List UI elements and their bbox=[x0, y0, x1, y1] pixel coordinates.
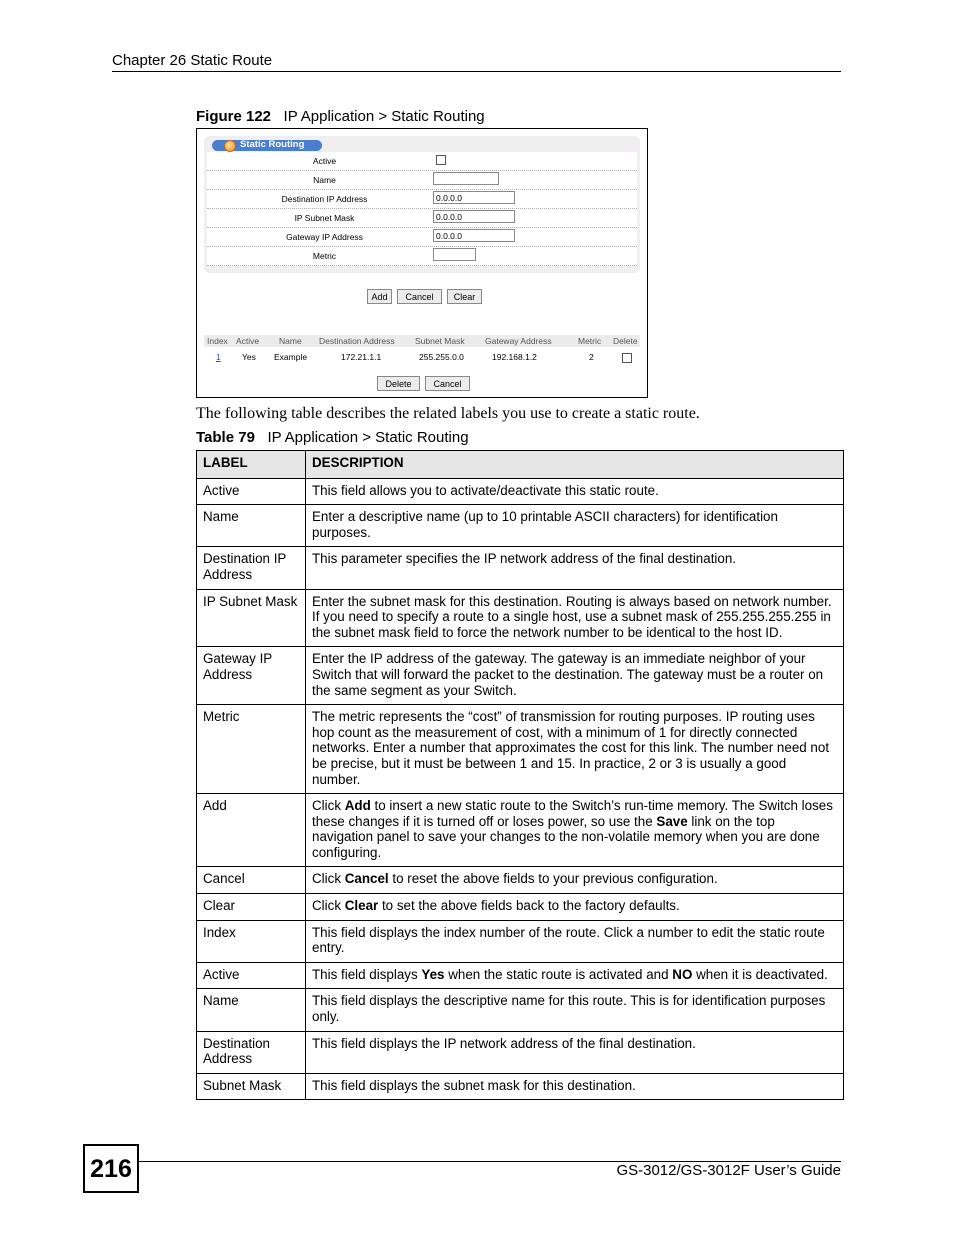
row-description bbox=[306, 794, 844, 867]
row-label: Active bbox=[197, 478, 306, 505]
row-label: Active bbox=[197, 962, 306, 989]
row-description: Enter the IP address of the gateway. The gateway is an immediate neighbor of your Switch that will forward the packet to the destination. The gateway must be a router on the same segment as your Switch. bbox=[306, 647, 844, 705]
col-subnet-mask: Subnet Mask bbox=[415, 336, 465, 346]
col-index: Index bbox=[207, 336, 228, 346]
row-label: Clear bbox=[197, 894, 306, 921]
form-row bbox=[207, 247, 637, 266]
table-row bbox=[197, 1073, 844, 1100]
row-description: Enter the subnet mask for this destination. Routing is always based on network number. If you need to specify a route to a single host, use a subnet mask of 255.255.255.255 in the subnet mask field to force the network number to be identical to the host ID. bbox=[306, 589, 844, 647]
bold-term: Add bbox=[344, 798, 371, 814]
cancel-button[interactable]: Cancel bbox=[397, 289, 442, 304]
bold-term: Save bbox=[656, 813, 688, 829]
desc-text: Click bbox=[312, 798, 345, 814]
col-gateway: Gateway Address bbox=[485, 336, 552, 346]
row-description bbox=[306, 962, 844, 989]
row-description bbox=[306, 867, 844, 894]
row-description: This field allows you to activate/deactivate this static route. bbox=[306, 478, 844, 505]
bold-term: Yes bbox=[421, 966, 445, 982]
table-row bbox=[197, 705, 844, 794]
bold-term: Cancel bbox=[344, 871, 389, 887]
form-row bbox=[207, 171, 637, 190]
active-checkbox[interactable] bbox=[436, 155, 446, 165]
panel-title-icon bbox=[224, 140, 236, 152]
row-description bbox=[306, 894, 844, 921]
row-label: Cancel bbox=[197, 867, 306, 894]
guide-title: GS-3012/GS-3012F User’s Guide bbox=[616, 1162, 841, 1179]
clear-button[interactable]: Clear bbox=[447, 289, 482, 304]
table-row bbox=[197, 920, 844, 962]
field-input[interactable] bbox=[433, 248, 476, 261]
field-label: Gateway IP Address bbox=[286, 232, 363, 242]
desc-text: Click bbox=[312, 898, 345, 914]
row-description: The metric represents the “cost” of transmission for routing purposes. IP routing uses hop count as the measurement of cost, with a minimum of 1 for directly connected networks. Enter a number that approximates the cost for this link. The number need not be precise, but it must be between 1 and 15. In practice, 2 or 3 is usually a good number. bbox=[306, 705, 844, 794]
row-description: Enter a descriptive name (up to 10 printable ASCII characters) for identification purposes. bbox=[306, 505, 844, 547]
row-label: Name bbox=[197, 505, 306, 547]
static-routing-screenshot bbox=[196, 128, 648, 398]
row-label: Add bbox=[197, 794, 306, 867]
panel-title-bar bbox=[212, 140, 322, 151]
bold-term: Clear bbox=[344, 898, 379, 914]
field-label: IP Subnet Mask bbox=[294, 213, 355, 223]
desc-text: Click bbox=[312, 871, 345, 887]
row-description: This field displays the IP network address of the final destination. bbox=[306, 1031, 844, 1073]
intro-paragraph: The following table describes the related labels you use to create a static route. bbox=[196, 405, 700, 422]
table-title: IP Application > Static Routing bbox=[267, 429, 469, 446]
route-active: Yes bbox=[242, 352, 256, 362]
table-header-row bbox=[197, 451, 844, 479]
static-routing-panel bbox=[204, 136, 640, 273]
field-input[interactable]: 0.0.0.0 bbox=[433, 191, 515, 204]
desc-text: to reset the above fields to your previous configuration. bbox=[388, 871, 718, 887]
row-label: Name bbox=[197, 989, 306, 1031]
row-label: Destination Address bbox=[197, 1031, 306, 1073]
header-rule bbox=[112, 71, 841, 72]
field-input[interactable]: 0.0.0.0 bbox=[433, 229, 515, 242]
row-label: Gateway IP Address bbox=[197, 647, 306, 705]
row-label: Destination IP Address bbox=[197, 547, 306, 589]
desc-text: This field displays bbox=[312, 966, 422, 982]
form-row bbox=[207, 228, 637, 247]
col-delete: Delete bbox=[613, 336, 638, 346]
form-row bbox=[207, 209, 637, 228]
route-mask: 255.255.0.0 bbox=[419, 352, 464, 362]
route-destination: 172.21.1.1 bbox=[341, 352, 382, 362]
desc-text: when it is deactivated. bbox=[692, 966, 828, 982]
desc-text: link on the top navigation panel to save your changes to the non-volatile memory when you are done configuring. bbox=[312, 813, 820, 860]
table-row bbox=[197, 547, 844, 589]
field-label: Metric bbox=[312, 251, 337, 261]
col-metric: Metric bbox=[578, 336, 602, 346]
figure-caption bbox=[196, 108, 485, 125]
cancel-delete-button[interactable]: Cancel bbox=[425, 376, 470, 391]
table-row bbox=[197, 989, 844, 1031]
figure-title: IP Application > Static Routing bbox=[283, 108, 485, 125]
field-input[interactable] bbox=[433, 172, 499, 185]
table-row bbox=[197, 794, 844, 867]
row-label: Metric bbox=[197, 705, 306, 794]
route-name: Example bbox=[274, 352, 308, 362]
route-gateway: 192.168.1.2 bbox=[492, 352, 537, 362]
table-row bbox=[197, 589, 844, 647]
field-input[interactable]: 0.0.0.0 bbox=[433, 210, 515, 223]
row-label: Subnet Mask bbox=[197, 1073, 306, 1100]
table-row bbox=[197, 647, 844, 705]
form-row bbox=[207, 152, 637, 171]
col-active: Active bbox=[236, 336, 260, 346]
chapter-header: Chapter 26 Static Route bbox=[112, 52, 273, 69]
table-row bbox=[197, 478, 844, 505]
row-description: This parameter specifies the IP network address of the final destination. bbox=[306, 547, 844, 589]
table-label: Table 79 bbox=[196, 429, 255, 446]
col-destination: Destination Address bbox=[319, 336, 395, 346]
desc-text: to set the above fields back to the factory defaults. bbox=[378, 898, 680, 914]
delete-button[interactable]: Delete bbox=[377, 376, 420, 391]
route-table-header bbox=[204, 335, 640, 347]
field-label: Destination IP Address bbox=[281, 194, 368, 204]
table-row bbox=[197, 867, 844, 894]
figure-label: Figure 122 bbox=[196, 108, 272, 125]
field-label: Name bbox=[313, 175, 336, 185]
label-header: LABEL bbox=[197, 451, 306, 479]
table-row bbox=[197, 1031, 844, 1073]
desc-text: when the static route is activated and bbox=[444, 966, 673, 982]
bold-term: NO bbox=[672, 966, 693, 982]
route-metric: 2 bbox=[589, 352, 594, 362]
table-row bbox=[197, 505, 844, 547]
route-table-row bbox=[204, 351, 640, 365]
description-header: DESCRIPTION bbox=[306, 451, 844, 479]
row-description: This field displays the descriptive name for this route. This is for identification purposes only. bbox=[306, 989, 844, 1031]
col-name: Name bbox=[279, 336, 302, 346]
table-row bbox=[197, 962, 844, 989]
description-table bbox=[196, 450, 844, 1100]
table-caption bbox=[196, 429, 469, 446]
row-label: Index bbox=[197, 920, 306, 962]
add-button[interactable]: Add bbox=[367, 289, 392, 304]
page-number: 216 bbox=[83, 1144, 139, 1193]
form-row bbox=[207, 190, 637, 209]
field-label: Active bbox=[312, 156, 337, 166]
table-row bbox=[197, 894, 844, 921]
route-delete-checkbox[interactable] bbox=[622, 353, 632, 363]
route-index-link[interactable]: 1 bbox=[216, 352, 221, 362]
row-label: IP Subnet Mask bbox=[197, 589, 306, 647]
panel-title: Static Routing bbox=[240, 139, 305, 150]
row-description: This field displays the subnet mask for this destination. bbox=[306, 1073, 844, 1100]
desc-text: to insert a new static route to the Switch’s run-time memory. The Switch loses these changes if it is turned off or loses power, so use the bbox=[312, 798, 833, 829]
row-description: This field displays the index number of the route. Click a number to edit the static route entry. bbox=[306, 920, 844, 962]
